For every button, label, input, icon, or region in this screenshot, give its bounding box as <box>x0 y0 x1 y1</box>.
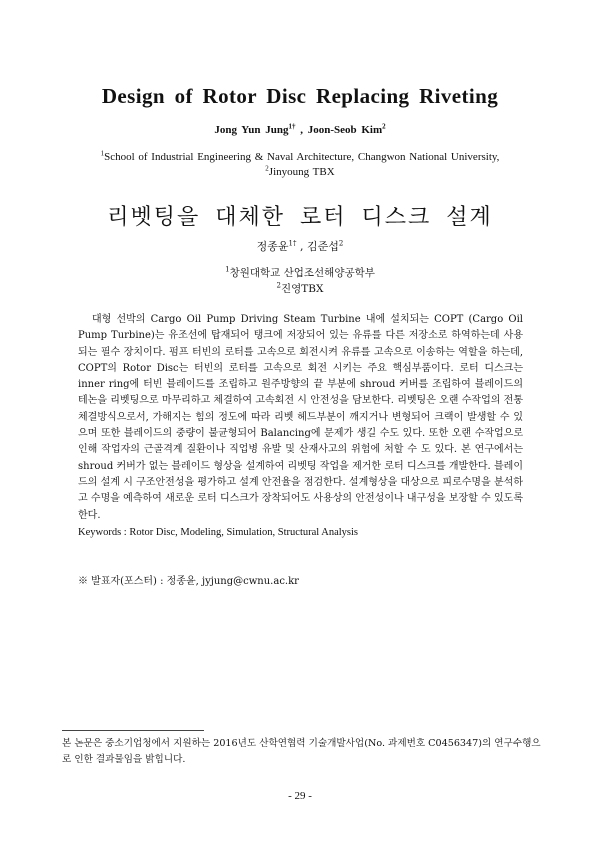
page-number: - 29 - <box>288 790 312 802</box>
aff2-text: Jinyoung TBX <box>268 166 335 178</box>
authors-english <box>0 124 600 136</box>
author1-mark-ko: 1† <box>288 239 297 248</box>
affiliations-korean <box>0 265 600 297</box>
author1-name: Jong Yun Jung <box>214 124 289 136</box>
abstract-body: 대형 선박의 Cargo Oil Pump Driving Steam Turbine 내에 설치되는 COPT (Cargo Oil Pump Turbine)는 유조선에 탑재되어 탱크에 저장되어 있는 유류를 다른 저장소로 하역하는데 사용되는 필수 장치이다. 펌프 터빈의 로터를 고속으로 회전시켜 유류를 고속으로 이송하는 역할을 하는데, COPT의 Rotor Disc는 터빈의 로터를 고속으로 회전 시키는 주요 핵심부품이다. 로터 디스크는 inner ring에 터빈 블레이드를 조립하고 원주방향의 끝 부분에 shroud 커버를 조립하여 블레이드의 테논을 리벳팅으로 마무리하고 체결하여 고속회전 시 안전성을 담보한다. 리벳팅은 오랜 수작업의 전통 체결방식으로서, 가해지는 힘의 정도에 따라 리벳 헤드부분이 깨지거나 변형되어 크랙이 발생할 수 있으며 또한 블레이드의 중량이 불균형되어 Balancing에 문제가 생길 수도 있다. 또한 오랜 수작업으로 인해 작업자의 근골격계 질환이나 직업병 유발 및 산재사고의 위험에 처할 수 도 있다. 본 연구에서는 shroud 커버가 없는 블레이드 형상을 설계하여 리벳팅 작업을 제거한 로터 디스크를 개발한다. 블레이드의 설계 시 구조안전성을 평가하고 설계 안전율을 점검한다. 설계형상을 대상으로 피로수명을 분석하고 수명을 예측하여 새로운 로터 디스크가 장착되어도 사용상의 안전성이나 내구성을 보장할 수 있도록 한다. <box>78 314 523 521</box>
aff2-text-ko: 진영TBX <box>280 283 324 295</box>
aff1-mark: 1 <box>100 149 105 158</box>
aff1-text-ko: 창원대학교 산업조선해양공학부 <box>229 267 375 279</box>
author1-name-ko: 정종윤 <box>256 240 289 253</box>
aff1-text: School of Industrial Engineering & Naval Architecture, Changwon National University, <box>104 151 500 163</box>
author-separator: , <box>295 124 308 136</box>
author2-mark-ko: 2 <box>338 239 344 248</box>
authors-korean <box>0 238 600 254</box>
aff2-mark: 2 <box>265 164 269 173</box>
keywords-line: Keywords : Rotor Disc, Modeling, Simulation, Structural Analysis <box>78 527 358 538</box>
author-separator-ko: , <box>296 240 307 253</box>
author1-mark: 1† <box>288 122 296 131</box>
presenter-note: ※ 발표자(포스터) : 정종윤, jyjung@cwnu.ac.kr <box>78 576 299 587</box>
author2-name-ko: 김준섭 <box>307 240 339 253</box>
title-korean: 리벳팅을 대체한 로터 디스크 설계 <box>107 205 493 230</box>
footnote-divider <box>62 730 204 731</box>
author2-name: Joon-Seob Kim <box>307 124 383 136</box>
funding-footnote: 본 논문은 중소기업청에서 지원하는 2016년도 산학연협력 기술개발사업(No. 과제번호 C0456347)의 연구수행으로 인한 결과물임을 밝힙니다. <box>62 738 541 765</box>
aff2-mark-ko: 2 <box>276 281 281 290</box>
affiliations-english <box>0 150 600 180</box>
author2-mark: 2 <box>382 122 386 131</box>
aff1-mark-ko: 1 <box>225 265 230 274</box>
title-english: Design of Rotor Disc Replacing Riveting <box>101 84 499 108</box>
